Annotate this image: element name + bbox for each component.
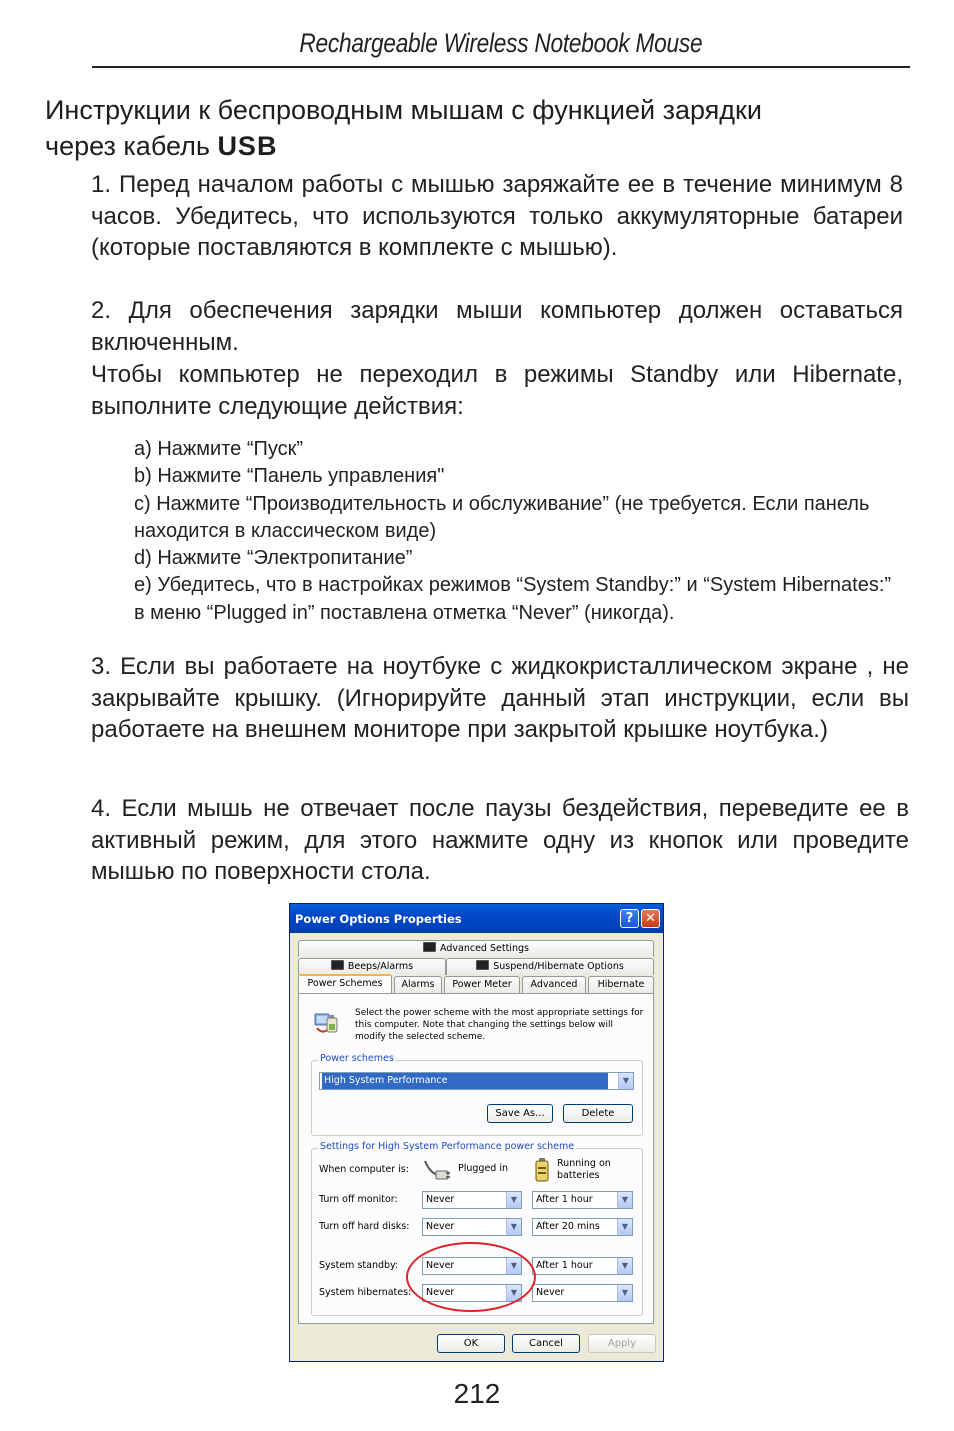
chevron-down-icon[interactable]: ▼ — [617, 1219, 632, 1235]
turn-off-hard-disks-label: Turn off hard disks: — [319, 1221, 410, 1232]
tab-suspend-hibernate[interactable] — [446, 958, 654, 975]
paragraph-step-2: 2. Для обеспечения зарядки мыши компьютер должен оставаться включенным. — [91, 297, 903, 356]
close-icon[interactable]: ✕ — [641, 909, 660, 928]
system-hibernates-label: System hibernates: — [319, 1287, 412, 1298]
monitor-icon — [476, 960, 489, 970]
scheme-settings-group — [311, 1141, 643, 1316]
system-standby-label: System standby: — [319, 1260, 399, 1271]
chevron-down-icon[interactable]: ▼ — [617, 1192, 632, 1208]
save-as-button[interactable]: Save As... — [487, 1104, 553, 1123]
power-schemes-icon — [313, 1008, 343, 1036]
turn-off-monitor-plugged-select[interactable] — [422, 1191, 522, 1209]
usb-label: USB — [217, 131, 278, 161]
tab-panel-power-schemes — [298, 993, 654, 1324]
header-rule — [92, 66, 910, 68]
system-standby-battery-select[interactable] — [532, 1257, 633, 1275]
turn-off-monitor-battery-select[interactable] — [532, 1191, 633, 1209]
turn-off-hard-disks-battery-value: After 20 mins — [536, 1221, 600, 1232]
chevron-down-icon[interactable]: ▼ — [617, 1285, 632, 1301]
tab-hibernate[interactable]: Hibernate — [588, 976, 654, 993]
substep-c: c) Нажмите “Производительность и обслуживание” (не требуется. Если панель находится в классическом виде) — [134, 492, 870, 542]
chevron-down-icon[interactable]: ▼ — [617, 1258, 632, 1274]
power-schemes-group — [311, 1053, 643, 1136]
ok-button[interactable]: OK — [437, 1334, 505, 1353]
apply-button[interactable]: Apply — [588, 1334, 656, 1353]
power-scheme-select[interactable] — [319, 1072, 634, 1090]
battery-icon — [534, 1157, 550, 1183]
tab-suspend-hibernate-label: Suspend/Hibernate Options — [493, 961, 624, 972]
highlight-circle — [406, 1242, 536, 1312]
paragraph-step-1: 1. Перед началом работы с мышью заряжайте ее в течение минимум 8 часов. Убедитесь, что используются только аккумуляторные батареи (которые поставляются в комплекте с мышью). — [91, 171, 903, 261]
turn-off-monitor-plugged-value: Never — [426, 1194, 455, 1205]
tab-power-meter[interactable]: Power Meter — [444, 976, 520, 993]
substep-d: d) Нажмите “Электропитание” — [134, 547, 413, 570]
substep-e: e) Убедитесь, что в настройках режимов “System Standby:” и “System Hibernates:” в меню “Plugged in” поставлена отметка “Never” (никогда). — [134, 574, 892, 624]
substeps-list — [134, 436, 894, 627]
cancel-button[interactable]: Cancel — [512, 1334, 580, 1353]
turn-off-monitor-battery-value: After 1 hour — [536, 1194, 593, 1205]
running-header-text: Rechargeable Wireless Notebook Mouse — [299, 28, 703, 58]
power-options-dialog — [289, 903, 664, 1362]
plug-icon — [422, 1157, 452, 1183]
substep-a: a) Нажмите “Пуск” — [134, 438, 304, 460]
tab-advanced-settings-label: Advanced Settings — [440, 943, 529, 954]
tab-advanced[interactable]: Advanced — [522, 976, 586, 993]
document-title — [45, 92, 915, 164]
chevron-down-icon[interactable]: ▼ — [506, 1258, 521, 1274]
chevron-down-icon[interactable]: ▼ — [506, 1285, 521, 1301]
plugged-in-label: Plugged in — [458, 1163, 509, 1174]
monitor-icon — [331, 960, 344, 970]
substep-b: b) Нажмите “Панель управления" — [134, 465, 445, 488]
page-number: 212 — [453, 1378, 501, 1409]
turn-off-hard-disks-battery-select[interactable] — [532, 1218, 633, 1236]
power-scheme-value: High System Performance — [322, 1073, 608, 1089]
chevron-down-icon[interactable]: ▼ — [618, 1073, 633, 1089]
paragraph-step-4: 4. Если мышь не отвечает после паузы бездействия, переведите ее в активный режим, для этого нажмите одну из кнопок или проведите мышью по поверхности стола. — [91, 795, 909, 885]
title-line-2-text: через кабель — [45, 131, 218, 161]
dialog-titlebar — [290, 904, 663, 933]
scheme-settings-label: Settings for High System Performance power scheme — [320, 1141, 575, 1152]
system-hibernates-plugged-value: Never — [426, 1287, 455, 1298]
title-line-2 — [45, 128, 915, 164]
power-schemes-description: Select the power scheme with the most appropriate settings for this computer. Note that changing the settings below will modify the selected scheme. — [355, 1008, 644, 1042]
when-computer-is-label: When computer is: — [319, 1164, 409, 1175]
running-on-batteries-label: Running on batteries — [557, 1158, 611, 1181]
tab-power-schemes[interactable]: Power Schemes — [298, 974, 392, 993]
tab-beeps-alarms[interactable] — [298, 958, 446, 975]
dialog-title: Power Options Properties — [295, 912, 462, 926]
system-hibernates-battery-value: Never — [536, 1287, 565, 1298]
running-header — [92, 28, 910, 59]
turn-off-hard-disks-plugged-value: Never — [426, 1221, 455, 1232]
system-standby-plugged-value: Never — [426, 1260, 455, 1271]
delete-button[interactable]: Delete — [563, 1104, 633, 1123]
system-standby-battery-value: After 1 hour — [536, 1260, 593, 1271]
help-icon[interactable]: ? — [620, 909, 639, 928]
title-line-1: Инструкции к беспроводным мышам с функцией зарядки — [45, 95, 762, 125]
turn-off-monitor-label: Turn off monitor: — [319, 1194, 398, 1205]
power-schemes-label: Power schemes — [320, 1053, 394, 1064]
monitor-icon — [423, 942, 436, 952]
tab-beeps-alarms-label: Beeps/Alarms — [347, 961, 414, 972]
chevron-down-icon[interactable]: ▼ — [506, 1219, 521, 1235]
tab-alarms[interactable]: Alarms — [394, 976, 442, 993]
system-hibernates-battery-select[interactable] — [532, 1284, 633, 1302]
tab-advanced-settings[interactable] — [298, 940, 654, 957]
paragraph-step-3: 3. Если вы работаете на ноутбуке с жидкокристаллическом экране , не закрывайте крышку. (Игнорируйте данный этап инструкции, если вы работаете на внешнем мониторе при закрытой крышке ноутбука.) — [91, 653, 909, 743]
turn-off-hard-disks-plugged-select[interactable] — [422, 1218, 522, 1236]
paragraph-instructions-intro: Чтобы компьютер не переходил в режимы Standby или Hibernate, выполните следующие действия: — [91, 361, 903, 420]
chevron-down-icon[interactable]: ▼ — [506, 1192, 521, 1208]
